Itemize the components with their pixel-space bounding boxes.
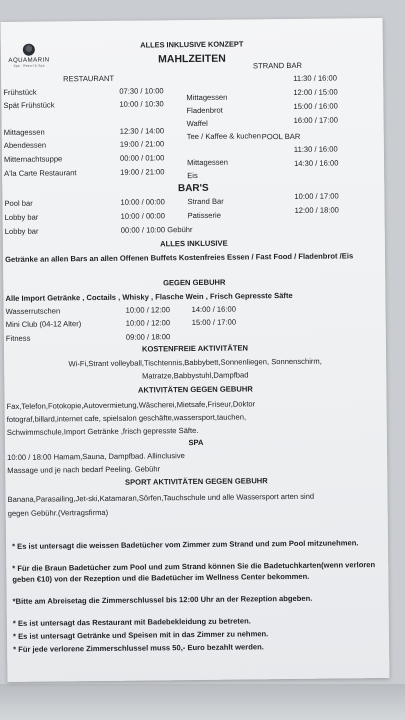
brand-name: AQUAMARIN <box>8 56 50 64</box>
fee-row-time: 15:00 / 17:00 <box>191 317 237 328</box>
note-item: * Es ist untersagt das Restaurant mit Badebekleidung zu betreten. <box>12 616 251 628</box>
bar-right-item: Patisserie <box>187 210 221 221</box>
bar-row-name: Lobby bar <box>4 212 39 222</box>
spa-title: SPA <box>188 437 204 448</box>
pool-bar-time: 11:30 / 16:00 <box>293 144 338 154</box>
bar-row-name: Lobby bar <box>4 226 39 236</box>
strand-bar-time: 11:30 / 16:00 <box>293 73 337 83</box>
note-item: *Bitte am Abreisetag die Zimmerschlussel bis 12:00 Uhr an der Rezeption abgeben. <box>12 593 313 606</box>
paid-activities-line: fotograf,billard,internet cafe, spielsalon geschäfte,wassersport,tauchen, <box>6 412 247 424</box>
fee-row-time: 14:00 / 16:00 <box>191 304 236 315</box>
fee-row-name: Mini Club (04-12 Alter) <box>5 319 82 329</box>
restaurant-row-name: Mittagessen <box>3 127 45 137</box>
fee-title: GEGEN GEBUHR <box>163 277 226 288</box>
restaurant-row-name: Spät Frühstück <box>3 100 55 110</box>
paid-activities-line: Schwimmschule,Import Getränke ,frisch gepresste Säfte. <box>6 425 199 437</box>
strand-bar-time: 16:00 / 17:00 <box>293 115 338 125</box>
sport-line: Banana,Parasailing,Jet-ski,Katamaran,Sörfen,Tauchschule und alle Wassersport arten sind <box>7 491 315 504</box>
snack-item: Fladenbrot <box>186 105 223 116</box>
free-activities-title: KOSTENFREIE AKTIVITÄTEN <box>141 343 249 354</box>
pool-bar-label: POOL BAR <box>261 131 301 142</box>
restaurant-row-time: 10:00 / 10:30 <box>119 99 164 109</box>
table-surface <box>0 684 405 720</box>
sport-line: gegen Gebühr.(Vertragsfirma) <box>7 507 109 518</box>
note-item: * Für jede verlorene Zimmerschlussel muss 50,- Euro bezahlt werden. <box>13 642 264 654</box>
document-main-title: MAHLZEITEN <box>158 52 226 66</box>
fee-row-time: 09:00 / 18:00 <box>125 332 171 342</box>
restaurant-row-time: 00:00 / 01:00 <box>119 153 165 163</box>
brand-sub: Spa · Resort & Spa <box>13 63 45 68</box>
strand-bar-label: STRAND BAR <box>252 60 303 71</box>
paid-activities-line: Fax,Telefon,Fotokopie,Autovermietung,Wäscherei,Mietsafe,Friseur,Doktor <box>6 399 256 411</box>
bars-title: BAR'S <box>177 182 209 195</box>
restaurant-label: RESTAURANT <box>63 73 115 84</box>
document-top-title: ALLES INKLUSIVE KONZEPT <box>140 39 244 50</box>
restaurant-row-name: Mitternachtsuppe <box>3 154 63 164</box>
bar-right-time: 10:00 / 17:00 <box>294 191 339 201</box>
restaurant-row-time: 12:30 / 14:00 <box>119 126 165 136</box>
bar-row-time: 10:00 / 00:00 <box>120 197 165 207</box>
bar-right-time: 12:00 / 18:00 <box>294 205 339 215</box>
bar-row-name: Pool bar <box>4 198 33 208</box>
free-activities-line: Wi-Fi,Strant volleyball,Tischtennis,Babbybett,Sonnenliegen, Sonnenschirm, <box>68 356 322 369</box>
snack-item: Mittagessen <box>186 157 229 168</box>
all-inclusive-title: ALLES INKLUSIVE <box>160 238 228 249</box>
fee-row-time: 10:00 / 12:00 <box>125 305 170 315</box>
note-item: * Es ist untersagt Getränke und Speisen mit in das Zimmer zu nehmen. <box>12 629 269 641</box>
note-item: * Für die Braun Badetücher zum Pool und zum Strand können Sie die Badetuchkarten(wenn verloren geben €10) von der Rezeption und die Badetücher im Wellness Center bekommen. <box>12 560 376 584</box>
fee-row-name: Wasserrutschen <box>5 306 61 316</box>
bar-right-item: Strand Bar <box>187 196 224 207</box>
bar-row-time: 10:00 / 00:00 <box>120 211 165 221</box>
snack-item: Mittagessen <box>186 92 228 103</box>
snack-item: Eis <box>187 170 198 181</box>
fee-row-name: Fitness <box>5 333 31 343</box>
restaurant-row-name: A'la Carte Restaurant <box>4 168 77 178</box>
sport-title: SPORT AKTIVITÄTEN GEGEN GEBUHR <box>124 476 268 487</box>
restaurant-row-name: Abendessen <box>3 140 47 150</box>
snack-item: Waffel <box>186 118 208 129</box>
note-item: * Es ist untersagt die weissen Badetücher vom Zimmer zum Strand und zum Pool mitzunehmen. <box>11 538 359 551</box>
restaurant-row-time: 19:00 / 21:00 <box>120 167 165 177</box>
free-activities-line: Matratze,Babbystuhl,Dampfbad <box>142 370 249 381</box>
snack-item: Tee / Kaffee & kuchen <box>186 131 261 142</box>
paid-activities-title: AKTIVITÄTEN GEGEN GEBUHR <box>137 384 253 395</box>
spa-line: 10:00 / 18:00 Hamam,Sauna, Dampfbad. Allinclusive <box>7 451 185 462</box>
restaurant-row-time: 07:30 / 10:00 <box>119 86 164 96</box>
bar-row-time: 00:00 / 10:00 Gebühr <box>120 225 193 235</box>
pool-bar-time: 14:30 / 16:00 <box>294 158 339 168</box>
fee-intro: Alle Import Getränke , Coctails , Whisky , Flasche Wein , Frisch Gepresste Säfte <box>5 290 293 303</box>
spa-line: Massage und je nach bedarf Peeling. Gebühr <box>7 464 161 475</box>
restaurant-row-name: Frühstück <box>3 87 37 97</box>
document-sheet <box>1 18 390 682</box>
all-inclusive-text: Getränke an allen Bars an allen Offenen Buffets Kostenfreies Essen / Fast Food / Fladenbrot /Eis <box>4 251 354 264</box>
strand-bar-time: 15:00 / 16:00 <box>293 101 338 111</box>
fee-row-time: 10:00 / 12:00 <box>125 318 171 328</box>
strand-bar-time: 12:00 / 15:00 <box>293 87 338 97</box>
restaurant-row-time: 19:00 / 21:00 <box>119 139 165 149</box>
